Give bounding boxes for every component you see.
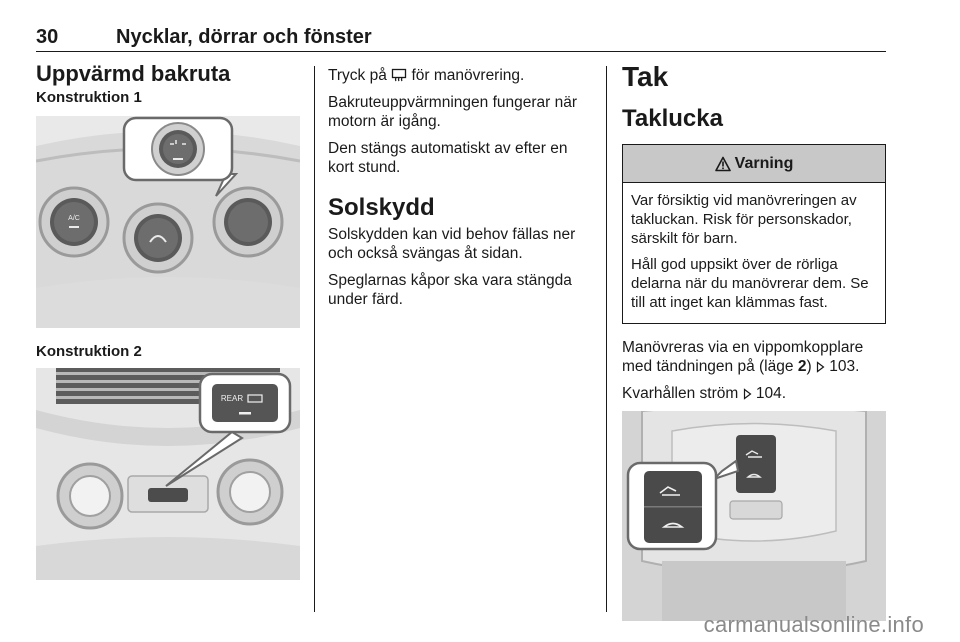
warning-paragraph-2: Håll god uppsikt över de rörliga delarna när du manövrerar dem. Se till att inget kan klämmas fast.: [631, 256, 869, 311]
section-title-heated-rear-window: Uppvärmd bakruta: [36, 61, 231, 86]
rocker-switch-closeup: [736, 435, 776, 493]
warning-paragraph-1: Var försiktig vid manövreringen av takluckan. Risk för personskador, särskilt för barn.: [631, 192, 857, 247]
rear-button: [212, 384, 278, 422]
page-reference-arrow-icon: [743, 388, 752, 400]
warning-body: [623, 183, 885, 323]
chapter-title: Nycklar, dörrar och fönster: [116, 26, 372, 48]
warning-triangle-icon: [715, 156, 731, 172]
paragraph-engine: Bakruteuppvärmningen fungerar när motorn är igång.: [328, 94, 578, 130]
column-operation-sunvisor: [328, 66, 590, 317]
page-ref-104[interactable]: 104.: [755, 385, 787, 402]
paragraph-mirror-covers: Speglarnas kåpor ska vara stängda under färd.: [328, 272, 572, 308]
column-heated-rear-window: [36, 60, 300, 580]
page-ref-103[interactable]: 103.: [829, 358, 860, 375]
paragraph-auto-off: Den stängs automatiskt av efter en kort stund.: [328, 140, 568, 176]
subheading-construction-1: Konstruktion 1: [36, 89, 142, 106]
callout-knob: [152, 123, 204, 175]
knob-temperature: [214, 188, 282, 256]
paragraph-retained-power: [622, 384, 886, 403]
knob-fan: [124, 204, 192, 272]
column-divider-2: [606, 66, 607, 612]
figure-construction-2: [36, 368, 300, 580]
ac-label: A/C: [68, 215, 80, 222]
figure-sunroof-switch: [622, 411, 886, 621]
knob-left: [58, 464, 122, 528]
subheading-construction-2: Konstruktion 2: [36, 343, 142, 360]
paragraph-sunvisor: Solskydden kan vid behov fällas ner och också svängas åt sidan.: [328, 226, 576, 262]
page-number: 30: [36, 26, 59, 48]
retained-power-text: Kvarhållen ström: [622, 385, 743, 402]
ignition-position: 2: [797, 358, 807, 375]
rear-label: REAR: [220, 394, 244, 403]
paragraph-rocker-switch: [622, 338, 886, 376]
callout-rocker-switch: [644, 471, 702, 543]
page-header: [36, 22, 886, 52]
rear-window-heater-icon: [391, 68, 407, 82]
column-divider-1: [314, 66, 315, 612]
paragraph-press: [328, 66, 590, 85]
subsection-title-sunroof: Taklucka: [622, 105, 723, 132]
page-reference-arrow-icon: [816, 361, 825, 373]
column-roof: [622, 60, 886, 621]
press-text-pre: Tryck på: [328, 67, 387, 84]
warning-header: [623, 145, 885, 183]
press-text-post: för manövrering.: [411, 67, 525, 84]
rocker-text-mid: ): [806, 358, 816, 375]
rocker-text-pre: Manövreras via en vippomkopplare med tändningen på (läge: [622, 339, 864, 375]
warning-title: Varning: [734, 154, 794, 172]
knob-right: [218, 460, 282, 524]
watermark: carmanualsonline.info: [703, 612, 924, 637]
warning-box: [622, 144, 886, 324]
figure-construction-1: [36, 116, 300, 328]
section-title-roof: Tak: [622, 61, 669, 92]
section-title-sunvisor: Solskydd: [328, 194, 435, 221]
knob-ac: [40, 188, 108, 256]
